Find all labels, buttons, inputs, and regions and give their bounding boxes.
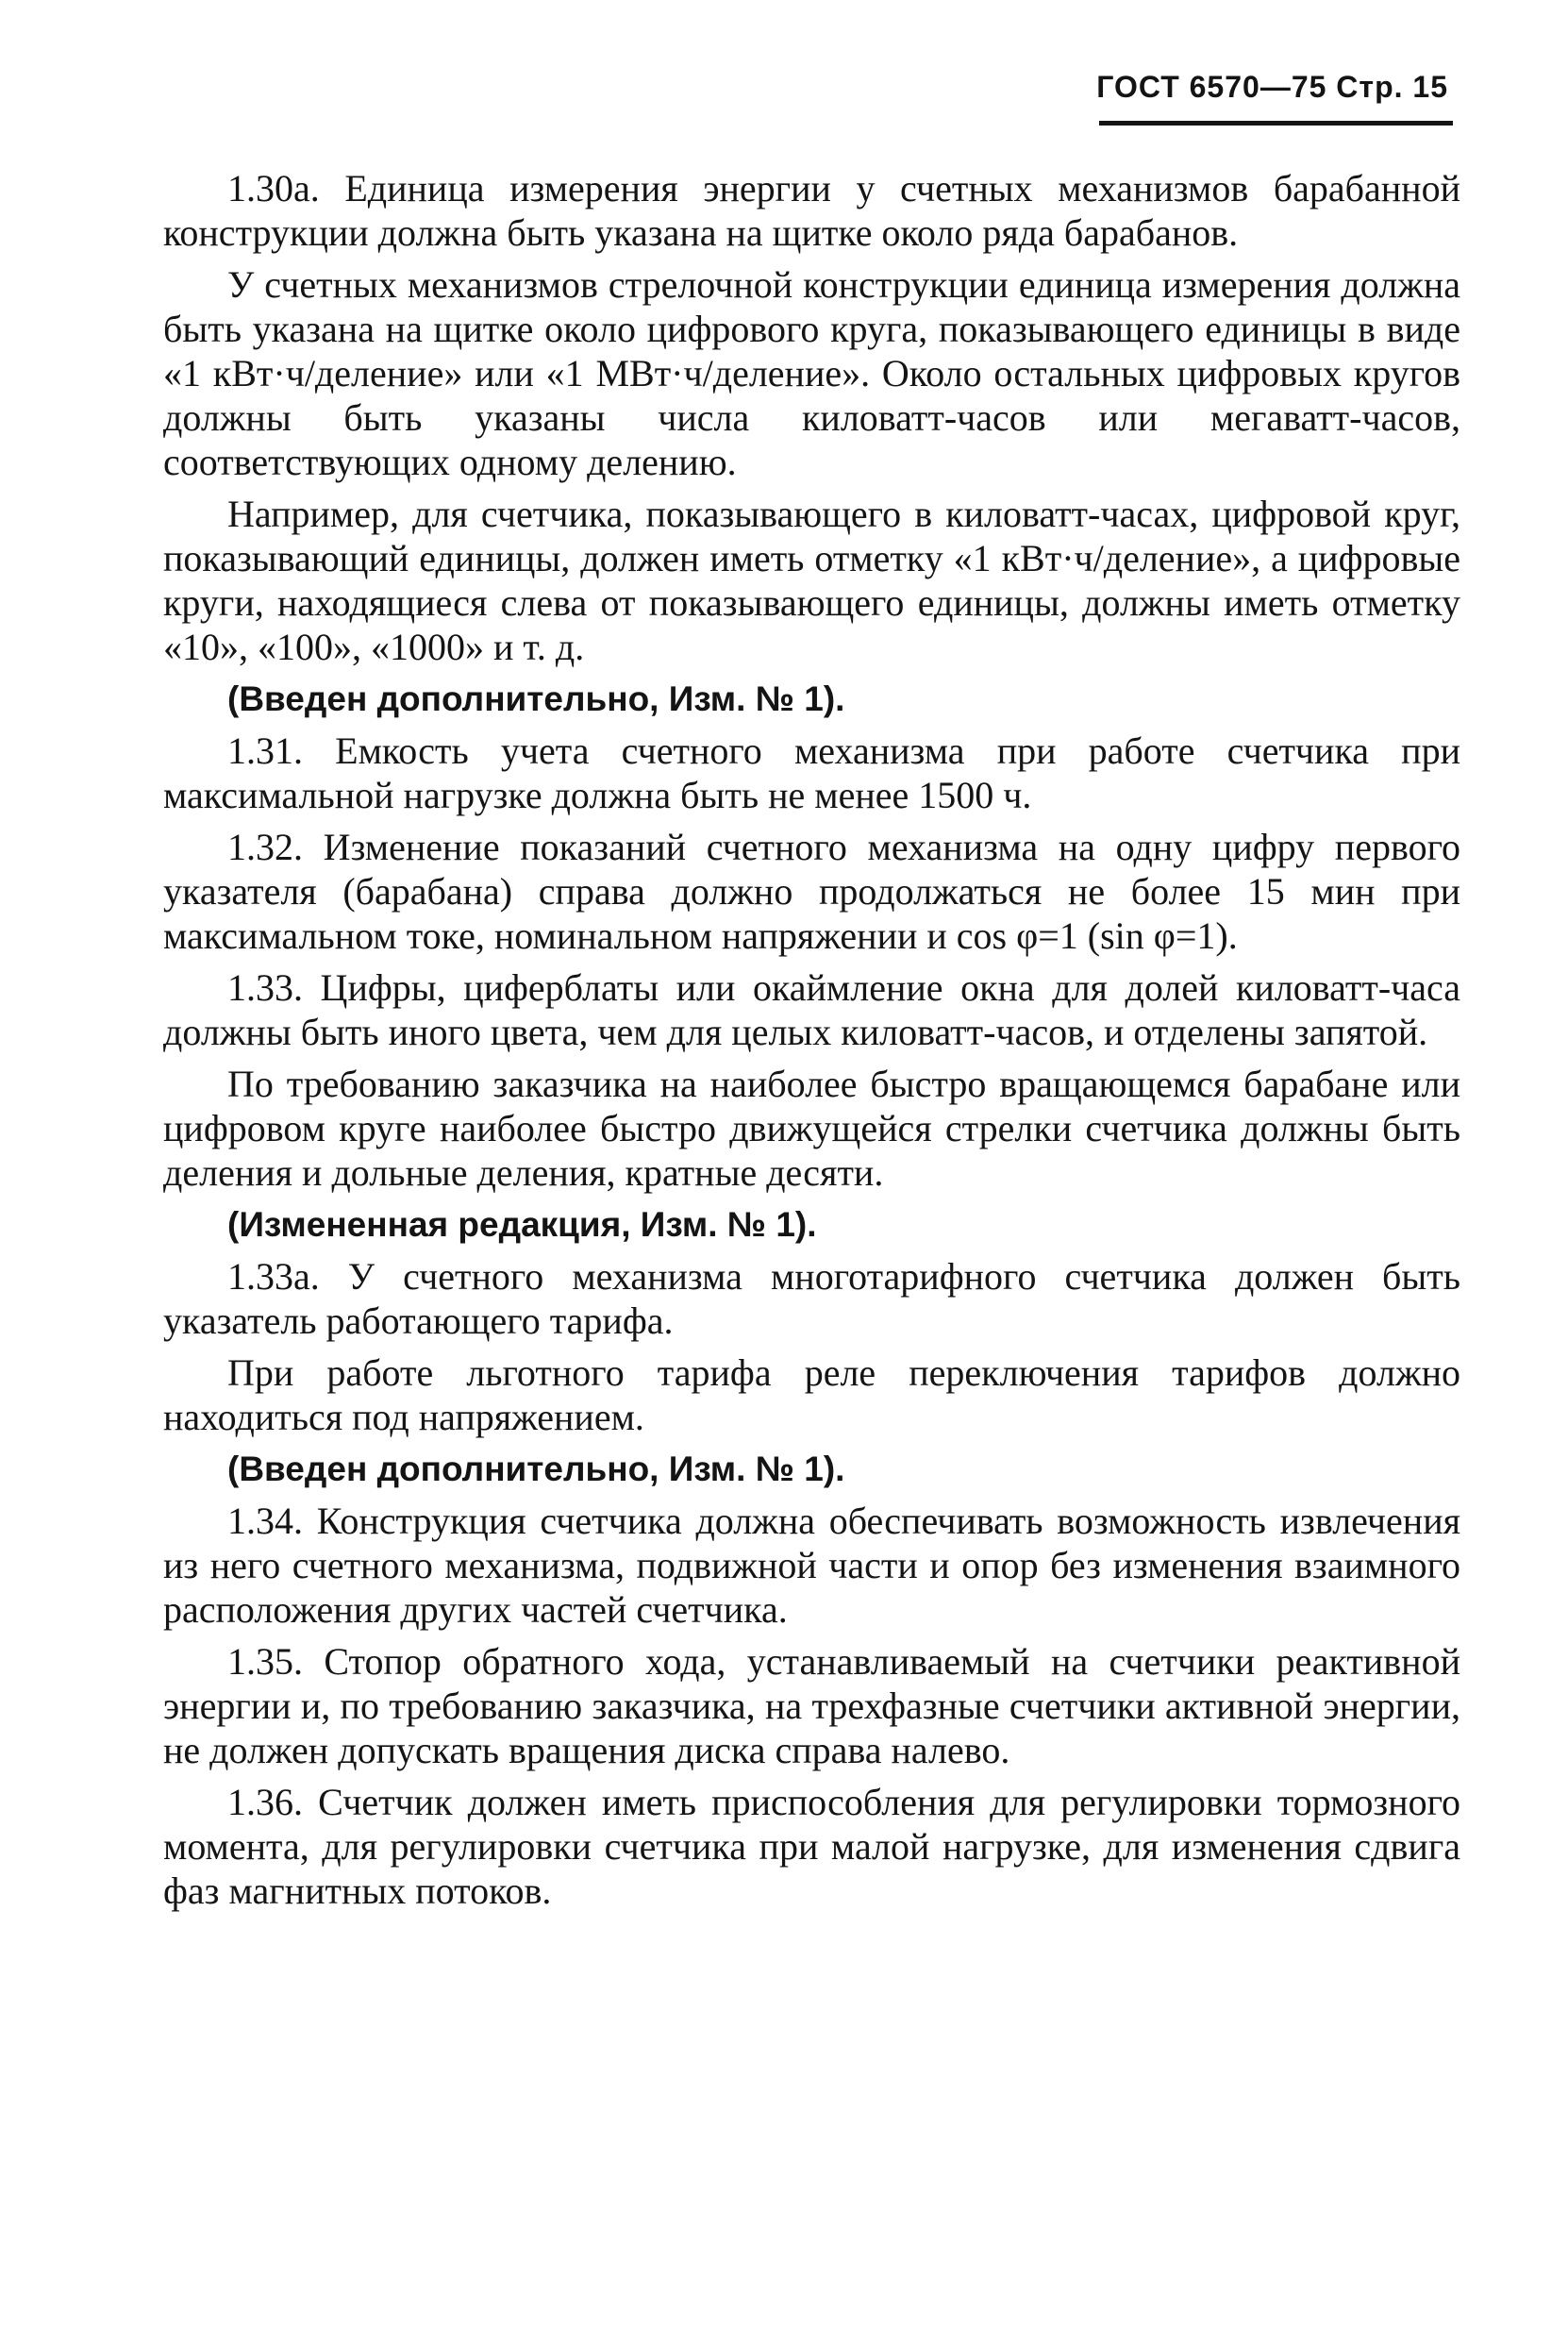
paragraph-1-35: 1.35. Стопор обратного хода, устанавливаемый на счетчики реактивной энергии и, по требованию заказчика, на трехфазные счетчики активной энергии, не должен допускать вращения диска справа налево.	[163, 1640, 1460, 1771]
paragraph-1-33a-relay: При работе льготного тарифа реле переключения тарифов должно находиться под напряжением.	[163, 1351, 1460, 1438]
header-rule	[1099, 121, 1453, 126]
paragraph-1-36: 1.36. Счетчик должен иметь приспособления для регулировки тормозного момента, для регулировки счетчика при малой нагрузке, для изменения сдвига фаз магнитных потоков.	[163, 1781, 1460, 1912]
paragraph-1-34: 1.34. Конструкция счетчика должна обеспечивать возможность извлечения из него счетного механизма, подвижной части и опор без изменения взаимного расположения других частей счетчика.	[163, 1500, 1460, 1631]
paragraph-1-33a: 1.33а. У счетного механизма многотарифного счетчика должен быть указатель работающего тарифа.	[163, 1255, 1460, 1342]
paragraph-1-31: 1.31. Емкость учета счетного механизма при работе счетчика при максимальной нагрузке должна быть не менее 1500 ч.	[163, 729, 1460, 816]
paragraph-1-33: 1.33. Цифры, циферблаты или окаймление окна для долей киловатт-часа должны быть иного цвета, чем для целых киловатт-часов, и отделены запятой.	[163, 966, 1460, 1053]
amendment-note: (Введен дополнительно, Изм. № 1).	[227, 679, 845, 718]
paragraph-1-33-divisions: По требованию заказчика на наиболее быстро вращающемся барабане или цифровом круге наиболее быстро движущейся стрелки счетчика должны быть деления и дольные деления, кратные десяти.	[163, 1063, 1460, 1194]
page-header: ГОСТ 6570—75 Стр. 15	[1096, 70, 1448, 104]
paragraph-1-30a-example: Например, для счетчика, показывающего в киловатт-часах, цифровой круг, показывающий единицы, должен иметь отметку «1 кВт·ч/деление», а цифровые круги, находящиеся слева от показывающего единицы, должны иметь отметку «10», «100», «1000» и т. д.	[163, 493, 1460, 668]
amendment-note: (Введен дополнительно, Изм. № 1).	[227, 1450, 845, 1488]
paragraph-1-32: 1.32. Изменение показаний счетного механизма на одну цифру первого указателя (барабана) справа должно продолжаться не более 15 мин при максимальном токе, номинальном напряжении и cos φ=1 (sin φ=1).	[163, 826, 1460, 957]
amendment-note: (Измененная редакция, Изм. № 1).	[227, 1205, 817, 1244]
document-body	[163, 166, 1460, 1913]
paragraph-1-30a-arrow-meters: У счетных механизмов стрелочной конструкции единица измерения должна быть указана на щитке около цифрового круга, показывающего единицы в виде «1 кВт·ч/деление» или «1 МВт·ч/деление». Около остальных цифровых кругов должны быть указаны числа киловатт-часов или мегаватт-часов, соответствующих одному делению.	[163, 263, 1460, 483]
paragraph-1-30a: 1.30а. Единица измерения энергии у счетных механизмов барабанной конструкции должна быть указана на щитке около ряда барабанов.	[163, 167, 1460, 254]
